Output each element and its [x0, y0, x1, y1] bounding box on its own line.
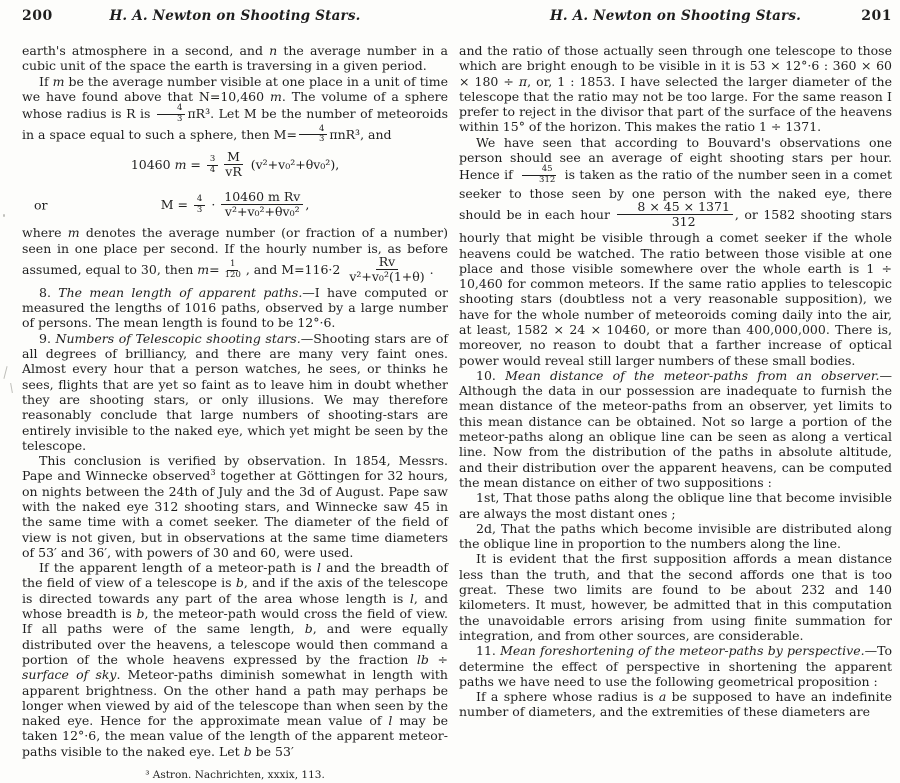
fraction: [346, 255, 427, 284]
fraction: [617, 200, 733, 229]
fraction-numerator: 45: [522, 165, 556, 176]
scan-speck: [3, 214, 5, 217]
italic-text: m: [52, 73, 65, 89]
scan-speck: [10, 383, 13, 393]
fraction-denominator: v²+v₀²+θv₀²: [224, 204, 300, 220]
display-equation: [22, 145, 448, 185]
italic-text: l: [388, 713, 393, 729]
italic-text: n: [269, 43, 278, 58]
fraction-numerator: 8 × 45 × 1371: [617, 200, 733, 215]
display-equation: [22, 185, 448, 225]
fraction-numerator: 4: [157, 104, 185, 115]
paragraph: 10. Mean distance of the meteor-paths from an observer.—Although the data in our possession are inadequate to furnish the mean distance of the meteor-paths from an observer, yet limits to this mean distance can be obtained. Not so large a portion of the meteor-paths along an oblique line can be seen as along a vertical line. Now from the distribution of the paths in absolute altitude, and their distribution over the apparent heavens, can be computed the mean distance on either of two suppositions :: [459, 367, 892, 490]
left-page: [22, 0, 449, 782]
right-page-body: [459, 43, 892, 720]
italic-text: m: [197, 261, 210, 277]
italic-text: The mean length of apparent paths.: [58, 284, 303, 300]
fraction-denominator: 312: [539, 175, 556, 186]
fraction: [299, 125, 327, 146]
paragraph: 11. Mean foreshortening of the meteor-paths by perspective.—To determine the effect of perspective in shortening the apparent paths we have need to use the following geometrical proposition :: [459, 643, 892, 689]
italic-text: b: [235, 575, 244, 591]
right-page-number: 201: [861, 8, 892, 24]
paragraph: 9. Numbers of Telescopic shooting stars.—Shooting stars are of all degrees of brilliancy, and there are many very faint ones. Almost every hour that a person watches, he sees, or thinks he sees, flights that are yet so faint as to leave him in doubt whether they are shooting stars, or only illusions. We may therefore reasonably conclude that large numbers of shooting-stars are entirely invisible to the naked eye, which yet might be seen by the telescope.: [22, 330, 448, 453]
italic-text: Mean foreshortening of the meteor-paths by perspective.: [500, 643, 865, 659]
footnote-marker: 3: [210, 468, 216, 479]
fraction: [221, 190, 303, 219]
italic-text: b: [304, 621, 313, 637]
paragraph: 8. The mean length of apparent paths.—I have computed or measured the lengths of 1016 paths, observed by a large number of persons. The mean length is found to be 12°·6.: [22, 284, 448, 331]
right-running-head: H. A. Newton on Shooting Stars.: [549, 8, 802, 24]
fraction-numerator: 4: [194, 195, 205, 206]
fraction: [222, 150, 244, 179]
paragraph: If a sphere whose radius is a be supposed to have an indefinite number of diameters, and the extremities of these diameters are: [459, 689, 892, 720]
scan-speck: [3, 366, 7, 379]
fraction-numerator: Rv: [376, 255, 398, 270]
italic-text: Numbers of Telescopic shooting stars.: [55, 330, 301, 346]
fraction-denominator: vR: [225, 164, 242, 180]
italic-text: m: [174, 157, 187, 173]
italic-text: lb ÷ surface of sky: [22, 651, 449, 683]
paragraph: and the ratio of those actually seen through one telescope to those which are bright enough to be visible in it is 53 × 12°·6 : 360 × 60 × 180 ÷ π, or, 1 : 1853. I have selected the larger diameter of the telescope that the ratio may not be too large. For the same reason I prefer to reject in the divisor that part of the surface of the heavens within 15° of the horizon. This makes the ratio 1 ÷ 1371.: [459, 43, 892, 135]
paragraph: where m denotes the average number (or fraction of a number) seen in one place per second. If the hourly number is, as before assumed, equal to 30, then m= $\frac{1}{120}$ , and M=116·2 $\frac{Rv}{\text{v²+v₀²(1+θ)}}$ .: [22, 225, 448, 284]
fraction-denominator: 3: [318, 134, 325, 145]
fraction: [222, 260, 244, 281]
fraction-numerator: 3: [207, 155, 218, 166]
italic-text: m: [67, 225, 80, 241]
fraction-denominator: 4: [209, 165, 216, 176]
equation-body: M = $\frac{4}{3}$ · $\frac{\text{10460 m Rv}}{\text{v²+v₀²+θv₀²}}$ ,: [160, 189, 310, 220]
italic-text: l: [409, 590, 414, 606]
italic-text: b: [136, 606, 145, 622]
italic-text: l: [316, 560, 321, 576]
italic-text: π: [518, 73, 528, 89]
footnote: ³ Astron. Nachrichten, xxxix, 113.: [145, 769, 325, 782]
right-page-header: [459, 9, 892, 27]
right-page: [459, 0, 892, 750]
fraction-denominator: 312: [671, 214, 696, 230]
paragraph: If the apparent length of a meteor-path is l and the breadth of the field of view of a telescope is b, and if the axis of the telescope is directed towards any part of the area whose length is l, and whose breadth is b, the meteor-path would cross the field of view. If all paths were of the same length, b, and were equally distributed over the heavens, a telescope would then command a portion of the whole heavens expressed by the fraction lb ÷ surface of sky. Meteor-paths diminish somewhat in length with apparent brightness. On the other hand a path may perhaps be longer when viewed by aid of the telescope than when seen by the naked eye. Hence for the approximate mean value of l may be taken 12°·6, the mean value of the length of the apparent meteor-paths visible to the naked eye. Let b be 53′: [22, 560, 449, 759]
left-running-head: H. A. Newton on Shooting Stars.: [109, 8, 361, 24]
fraction-numerator: 10460 m Rv: [221, 190, 303, 205]
fraction-denominator: 120: [224, 269, 241, 280]
italic-text: m: [270, 88, 282, 104]
fraction-numerator: 1: [227, 260, 238, 271]
left-page-number: 200: [22, 8, 53, 24]
fraction-denominator: 3: [196, 205, 203, 216]
italic-text: a: [658, 689, 667, 705]
fraction-numerator: M: [224, 150, 243, 165]
equation-body: 10460 m = $\frac{3}{4}$ $\frac{M}{vR}$ (v²+v₀²+θv₀²),: [130, 149, 340, 180]
paragraph: We have seen that according to Bouvard's observations one person should see an average of eight shooting stars per hour. Hence if $\frac{45}{312}$ is taken as the ratio of the number seen in a comet seeker to those seen by one person with the naked eye, there should be in each hour $\frac{8 \times 45 \times 1371}{312}$ , or 1582 shooting stars hourly that might be visible through a comet seeker if the whole heavens could be watched. The ratio between those visible at one place and those visible somewhere over the whole earth is 1 ÷ 10,460 for common meteors. If the same ratio applies to telescopic shooting stars (doubtless not a very reasonable supposition), we have for the whole number of meteoroids coming daily into the air, at least, 1582 × 24 × 10460, or more than 400,000,000. There is, moreover, no reason to doubt that a farther increase of optical power would reveal still larger numbers of these small bodies.: [459, 134, 892, 368]
fraction-numerator: 4: [299, 125, 327, 136]
left-page-header: [22, 9, 448, 27]
fraction: [194, 195, 205, 216]
paragraph: It is evident that the first supposition affords a mean distance less than the truth, and that the second affords one that is too great. These two limits are found to be about 232 and 140 kilometers. It must, however, be admitted that in this computation the unavoidable errors arising from using finite summation for integration, and from other sources, are considerable.: [459, 551, 892, 643]
fraction-denominator: v²+v₀²(1+θ): [349, 268, 425, 284]
fraction-denominator: 3: [177, 113, 183, 124]
left-page-body: [22, 43, 448, 759]
fraction: [157, 104, 185, 125]
paragraph: earth's atmosphere in a second, and n the average number in a cubic unit of the space the earth is traversing in a given period.: [22, 43, 449, 74]
italic-text: b: [243, 743, 252, 759]
fraction: [519, 165, 558, 186]
equation-label: or: [34, 197, 48, 213]
paragraph: This conclusion is verified by observation. In 1854, Messrs. Pape and Winnecke observed$^3$ together at Göttingen for 32 hours, on nights between the 24th of July and the 3d of August. Pape saw with the naked eye 312 shooting stars, and Winnecke saw 45 in the same time with a comet seeker. The diameter of the field of view is not given, but in observations at the same time diameters of 53′ and 36′, with powers of 30 and 60, were used.: [22, 453, 448, 560]
paragraph: 2d, That the paths which become invisible are distributed along the oblique line in proportion to the numbers along the line.: [459, 520, 892, 552]
paragraph: 1st, That those paths along the oblique line that become invisible are always the most distant ones ;: [459, 490, 892, 521]
italic-text: Mean distance of the meteor-paths from an observer.: [505, 367, 880, 383]
paragraph: If m be the average number visible at one place in a unit of time we have found above that N=10,460 m. The volume of a sphere whose radius is R is $\frac{4}{3}$ πR³. Let M be the number of meteoroids in a space equal to such a sphere, then M= $\frac{4}{3}$ πnR³, and: [22, 73, 448, 145]
fraction: [207, 155, 218, 176]
